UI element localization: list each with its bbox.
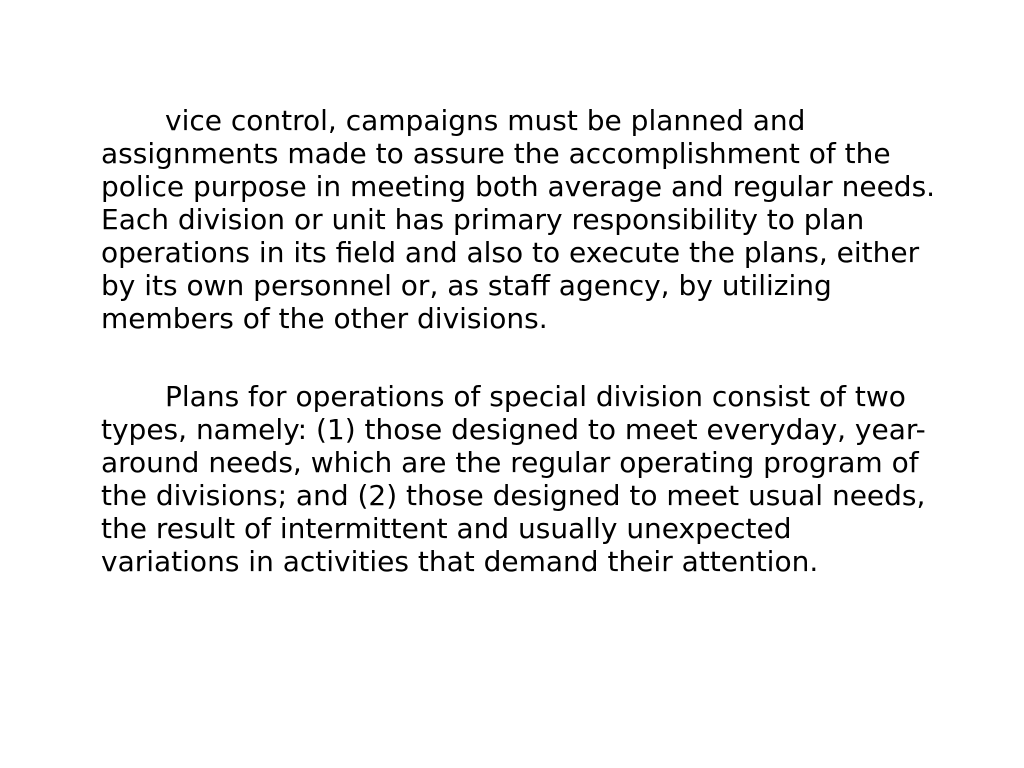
paragraph-line: the divisions; and (2) those designed to meet usual needs, (101, 479, 926, 512)
paragraph-line: around needs, which are the regular operating program of (101, 446, 919, 479)
paragraph-line: Each division or unit has primary responsibility to plan (101, 203, 865, 236)
paragraph-line: assignments made to assure the accomplishment of the (101, 137, 891, 170)
paragraph-2 (101, 380, 1011, 578)
paragraph-line: members of the other divisions. (101, 302, 548, 335)
paragraph-1 (101, 104, 1011, 335)
paragraph-line: police purpose in meeting both average and regular needs. (101, 170, 936, 203)
paragraph-spacer (101, 335, 1011, 380)
paragraph-line: Plans for operations of special division consist of two (165, 380, 906, 413)
paragraph-line: variations in activities that demand their attention. (101, 545, 819, 578)
body-text (101, 104, 1011, 578)
paragraph-line: by its own personnel or, as staff agency, by utilizing (101, 269, 832, 302)
paragraph-line: the result of intermittent and usually unexpected (101, 512, 792, 545)
paragraph-line: vice control, campaigns must be planned and (165, 104, 806, 137)
paragraph-line: types, namely: (1) those designed to meet everyday, year- (101, 413, 926, 446)
paragraph-line: operations in its field and also to execute the plans, either (101, 236, 920, 269)
